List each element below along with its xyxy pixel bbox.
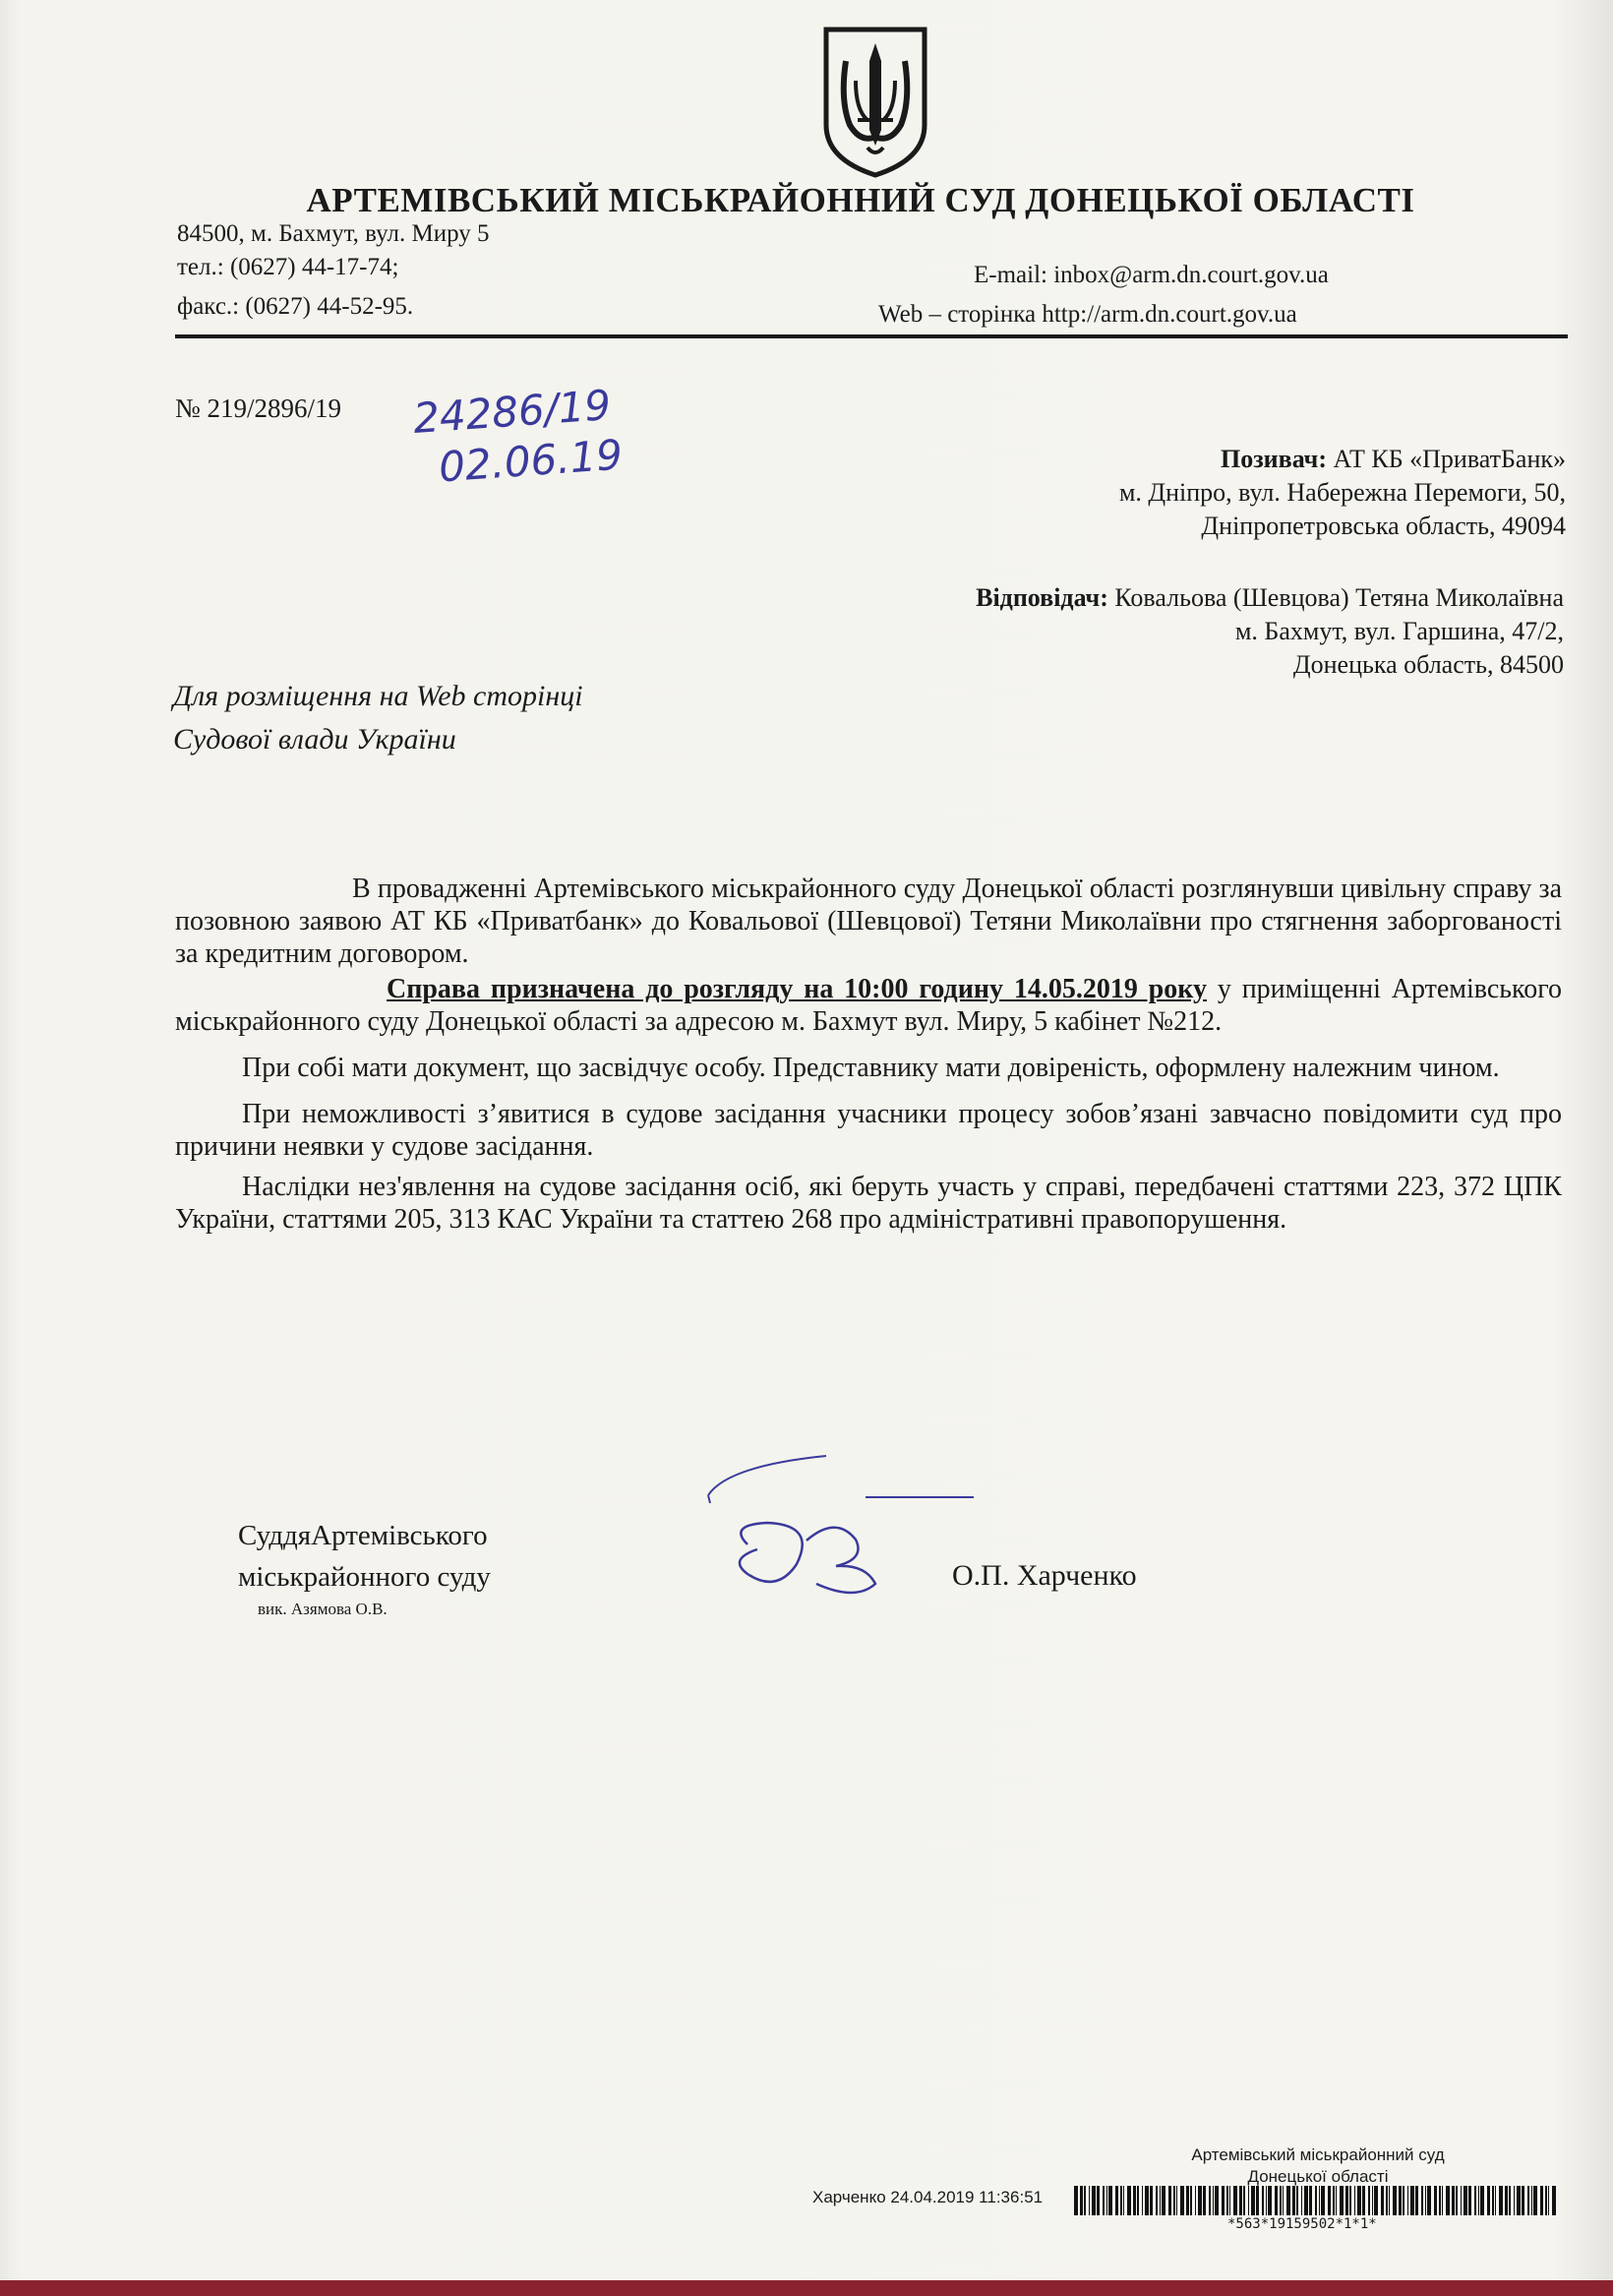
barcode-bar [1243,2186,1245,2215]
defendant-name: Ковальова (Шевцова) Тетяна Миколаївна [1114,583,1564,612]
plaintiff-block [1119,443,1566,543]
web-note-line1: Для розміщення на Web сторінці [173,680,583,712]
plaintiff-address-line1: м. Дніпро, вул. Набережна Перемоги, 50, [1118,478,1566,507]
barcode-bar [1381,2186,1384,2215]
defendant-block [976,581,1564,682]
barcode-bar [1386,2186,1388,2215]
barcode-bar [1328,2186,1331,2215]
defendant-label: Відповідач: [976,583,1108,612]
barcode-bar [1439,2186,1441,2215]
barcode-bar [1266,2186,1267,2215]
barcode-bar [1133,2186,1136,2215]
barcode-bar [1198,2186,1202,2215]
barcode-bar [1456,2186,1458,2215]
court-fax: факс.: (0627) 44-52-95. [177,293,414,320]
barcode-bar [1336,2186,1337,2215]
web-publication-note [173,675,583,761]
barcode-bar [1487,2186,1490,2215]
barcode-bar [1262,2186,1264,2215]
barcode-bar [1103,2186,1105,2215]
barcode-bar [1213,2186,1214,2215]
court-website: Web – сторінка http://arm.dn.court.gov.ua [878,301,1297,328]
court-email: E-mail: inbox@arm.dn.court.gov.ua [974,262,1329,288]
barcode-bar [1399,2186,1402,2215]
court-address: 84500, м. Бахмут, вул. Миру 5 [177,220,490,247]
barcode-bar [1176,2186,1177,2215]
barcode-bar [1092,2186,1096,2215]
barcode-bar [1340,2186,1344,2215]
barcode-bar [1357,2186,1361,2215]
barcode-bar [1499,2186,1503,2215]
hearing-date-time: Справа призначена до розгляду на 10:00 годину 14.05.2019 року [387,974,1207,1004]
defendant-address-line1: м. Бахмут, вул. Гаршина, 47/2, [1234,617,1564,645]
barcode-bar [1251,2186,1255,2215]
barcode-bar [1301,2186,1302,2215]
barcode-bar [1160,2186,1161,2215]
barcode-number: *563*19159502*1*1* [1227,2216,1377,2232]
barcode-bar [1533,2186,1537,2215]
paragraph-proceedings: В провадженні Артемівського міськрайонного суду Донецької області розглянувши цивільну справу за позовною заявою АТ КБ «Приватбанк» до Ковальової (Шевцової) Тетяни Миколаївни про стягнення заборгованості за кредитним договором. [175,874,1562,969]
barcode-bar [1215,2186,1219,2215]
barcode-bar [1190,2186,1192,2215]
barcode-bar [1509,2186,1511,2215]
barcode-bar [1150,2186,1153,2215]
barcode-bar [1145,2186,1149,2215]
barcode-bar [1389,2186,1390,2215]
paragraph-documents: При собі мати документ, що засвідчує особу. Представнику мати довіреність, оформлену належним чином. [242,1053,1500,1083]
barcode-bar [1280,2186,1282,2215]
barcode-bar [1256,2186,1259,2215]
barcode-bar [1209,2186,1211,2215]
barcode-bar [1425,2186,1426,2215]
barcode-bar [1415,2186,1418,2215]
case-number: № 219/2896/19 [175,393,342,423]
barcode-bar [1195,2186,1196,2215]
barcode-bar [1492,2186,1494,2215]
judge-name: О.П. Харченко [952,1559,1137,1592]
document-barcode [1074,2186,1556,2215]
barcode-bar [1127,2186,1131,2215]
coat-of-arms-icon [816,22,934,179]
barcode-bar [1168,2186,1171,2215]
barcode-bar [1173,2186,1175,2215]
executor-name: вик. Азямова О.В. [258,1600,388,1618]
e-stamp-court-line1: Артемівський міськрайонний суд [1191,2145,1445,2164]
handwritten-date: 02.06.19 [437,430,625,492]
barcode-bar [1540,2186,1543,2215]
barcode-bar [1162,2186,1165,2215]
barcode-bar [1495,2186,1496,2215]
barcode-bar [1120,2186,1122,2215]
barcode-bar [1527,2186,1529,2215]
barcode-bar [1084,2186,1086,2215]
e-stamp-signer-time: Харченко 24.04.2019 11:36:51 [812,2188,1044,2206]
e-stamp-court-line2: Донецької області [1247,2167,1389,2186]
barcode-bar [1349,2186,1351,2215]
barcode-bar [1427,2186,1431,2215]
barcode-bar [1452,2186,1455,2215]
barcode-bar [1464,2186,1467,2215]
barcode-bar [1222,2186,1225,2215]
plaintiff-address-line2: Дніпропетровська область, 49094 [1201,512,1566,540]
barcode-bar [1203,2186,1206,2215]
barcode-bar [1304,2186,1308,2215]
barcode-bar [1461,2186,1462,2215]
header-divider [175,334,1568,338]
barcode-bar [1552,2186,1556,2215]
judge-title-line1: СуддяАртемівського [238,1520,488,1551]
barcode-bar [1548,2186,1549,2215]
barcode-bar [1089,2186,1090,2215]
judge-title-line2: міськрайонного суду [238,1561,491,1593]
barcode-bar [1442,2186,1443,2215]
barcode-bar [1137,2186,1139,2215]
barcode-bar [1283,2186,1284,2215]
barcode-bar [1531,2186,1532,2215]
barcode-bar [1374,2186,1378,2215]
barcode-bar [1239,2186,1242,2215]
barcode-bar [1478,2186,1479,2215]
barcode-bar [1226,2186,1228,2215]
barcode-bar [1115,2186,1118,2215]
barcode-bar [1186,2186,1189,2215]
e-stamp-court [1161,2145,1475,2188]
plaintiff-name: АТ КБ «ПриватБанк» [1333,445,1566,473]
barcode-bar [1362,2186,1365,2215]
barcode-bar [1434,2186,1437,2215]
paragraph-consequences: Наслідки нез'явлення на судове засідання осіб, які беруть участь у справі, передбачені статтями 223, 372 ЦПК України, статтями 205, 313 КАС України та статтею 268 про адміністративні правопорушення. [175,1172,1562,1235]
barcode-bar [1410,2186,1414,2215]
barcode-bar [1333,2186,1335,2215]
barcode-bar [1268,2186,1272,2215]
paragraph-hearing [175,973,1562,1038]
barcode-bar [1229,2186,1230,2215]
judge-title [238,1515,491,1598]
barcode-bar [1446,2186,1450,2215]
barcode-bar [1514,2186,1515,2215]
barcode-bar [1368,2186,1370,2215]
notice-body [175,873,1562,1236]
barcode-bar [1354,2186,1355,2215]
plaintiff-label: Позивач: [1221,445,1327,473]
barcode-bar [1407,2186,1408,2215]
paragraph-absence: При неможливості з’явитися в судове засідання учасники процесу зобов’язані завчасно повідомити суд про причини неявки у судове засідання. [175,1099,1562,1162]
barcode-bar [1097,2186,1100,2215]
barcode-bar [1319,2186,1320,2215]
defendant-address-line2: Донецька область, 84500 [1292,650,1564,679]
barcode-bar [1393,2186,1397,2215]
barcode-bar [1372,2186,1373,2215]
barcode-bar [1248,2186,1249,2215]
barcode-bar [1074,2186,1078,2215]
barcode-bar [1108,2186,1112,2215]
barcode-bar [1275,2186,1278,2215]
barcode-bar [1545,2186,1547,2215]
barcode-bar [1180,2186,1184,2215]
barcode-bar [1315,2186,1317,2215]
barcode-bar [1123,2186,1124,2215]
barcode-bar [1403,2186,1404,2215]
barcode-bar [1421,2186,1423,2215]
barcode-bar [1321,2186,1325,2215]
court-name: АРТЕМІВСЬКИЙ МІСЬКРАЙОННИЙ СУД ДОНЕЦЬКОЇ ОБЛАСТІ [306,181,1415,219]
barcode-bar [1468,2186,1471,2215]
hearing-location: у приміщенні Артемівського міськрайонного суду Донецької області за адресою м. Бахмут вул. Миру, 5 кабінет №212. [175,974,1562,1037]
barcode-bar [1345,2186,1348,2215]
court-phone: тел.: (0627) 44-17-74; [177,254,399,280]
barcode-bar [1106,2186,1107,2215]
web-note-line2: Судової влади України [173,723,456,755]
barcode-bar [1142,2186,1143,2215]
barcode-bar [1474,2186,1476,2215]
barcode-bar [1233,2186,1237,2215]
barcode-bar [1309,2186,1312,2215]
barcode-bar [1296,2186,1298,2215]
barcode-bar [1522,2186,1524,2215]
handwritten-reg-number: 24286/19 [411,381,613,443]
barcode-bar [1286,2186,1290,2215]
barcode-bar [1156,2186,1158,2215]
barcode-bar [1292,2186,1295,2215]
handwritten-signature [688,1446,984,1613]
barcode-bar [1517,2186,1521,2215]
barcode-bar [1480,2186,1484,2215]
barcode-bar [1080,2186,1083,2215]
barcode-bar [1505,2186,1508,2215]
